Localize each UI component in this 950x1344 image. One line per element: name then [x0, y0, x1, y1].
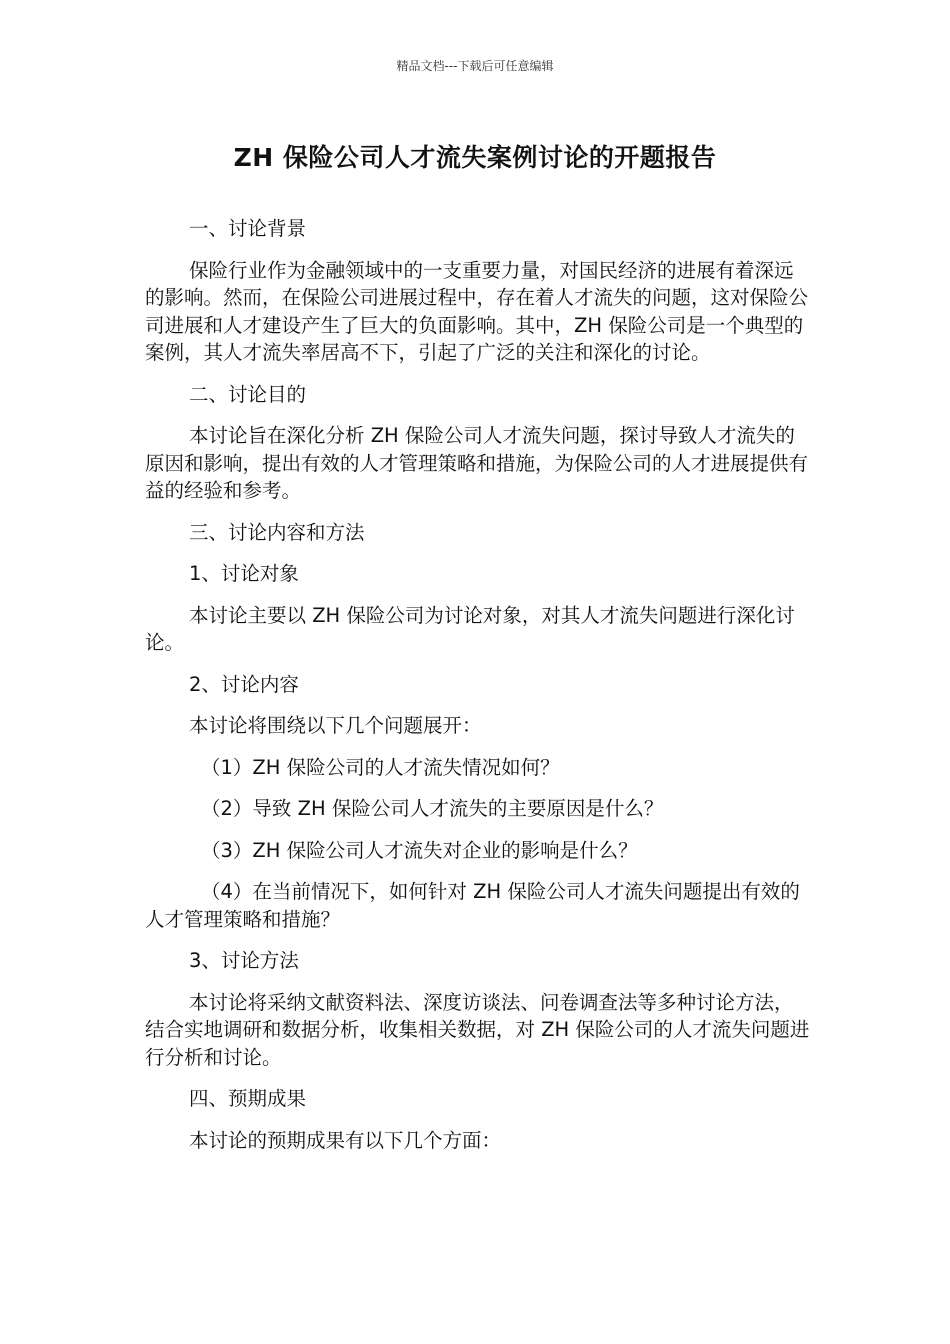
section-heading-content-method: 三、讨论内容和方法 [189, 520, 365, 544]
paragraph-background: 保险行业作为金融领域中的一支重要力量，对国民经济的进展有着深远的影响。然而，在保险公司进展过程中，存在着人才流失的问题，这对保险公司进展和人才建设产生了巨大的负面影响。其中，ZH 保险公司是一个典型的案例，其人才流失率居高不下，引起了广泛的关注和深化的讨论。 [145, 258, 809, 364]
subheading-object: 1、讨论对象 [189, 562, 299, 585]
subheading-content: 2、讨论内容 [189, 672, 299, 696]
paragraph-object: 本讨论主要以 ZH 保险公司为讨论对象，对其人才流失问题进行深化讨论。 [145, 603, 795, 654]
list-item-question-4: （4）在当前情况下，如何针对 ZH 保险公司人才流失问题提出有效的人才管理策略和措施？ [145, 880, 800, 931]
document-title: ZH 保险公司人才流失案例讨论的开题报告 [233, 143, 717, 172]
section-heading-purpose: 二、讨论目的 [189, 382, 307, 406]
section-heading-background: 一、讨论背景 [189, 217, 307, 240]
page-header: 精品文档---下载后可任意编辑 [396, 59, 554, 73]
document-body [145, 215, 810, 1168]
list-item-question-3: （3）ZH 保险公司人才流失对企业的影响是什么？ [201, 838, 638, 862]
section-heading-expected-results: 四、预期成果 [189, 1087, 307, 1110]
paragraph-method: 本讨论将采纳文献资料法、深度访谈法、问卷调查法等多种讨论方法，结合实地调研和数据分析，收集相关数据，对 ZH 保险公司的人才流失问题进行分析和讨论。 [145, 990, 810, 1069]
paragraph-expected-results: 本讨论的预期成果有以下几个方面： [189, 1128, 502, 1152]
paragraph-purpose: 本讨论旨在深化分析 ZH 保险公司人才流失问题，探讨导致人才流失的原因和影响，提出有效的人才管理策略和措施，为保险公司的人才进展提供有益的经验和参考。 [145, 424, 809, 502]
subheading-method: 3、讨论方法 [189, 949, 299, 972]
paragraph-content-intro: 本讨论将围绕以下几个问题展开： [189, 714, 482, 737]
list-item-question-1: （1）ZH 保险公司的人才流失情况如何？ [201, 755, 560, 779]
list-item-question-2: （2）导致 ZH 保险公司人才流失的主要原因是什么？ [201, 797, 664, 820]
